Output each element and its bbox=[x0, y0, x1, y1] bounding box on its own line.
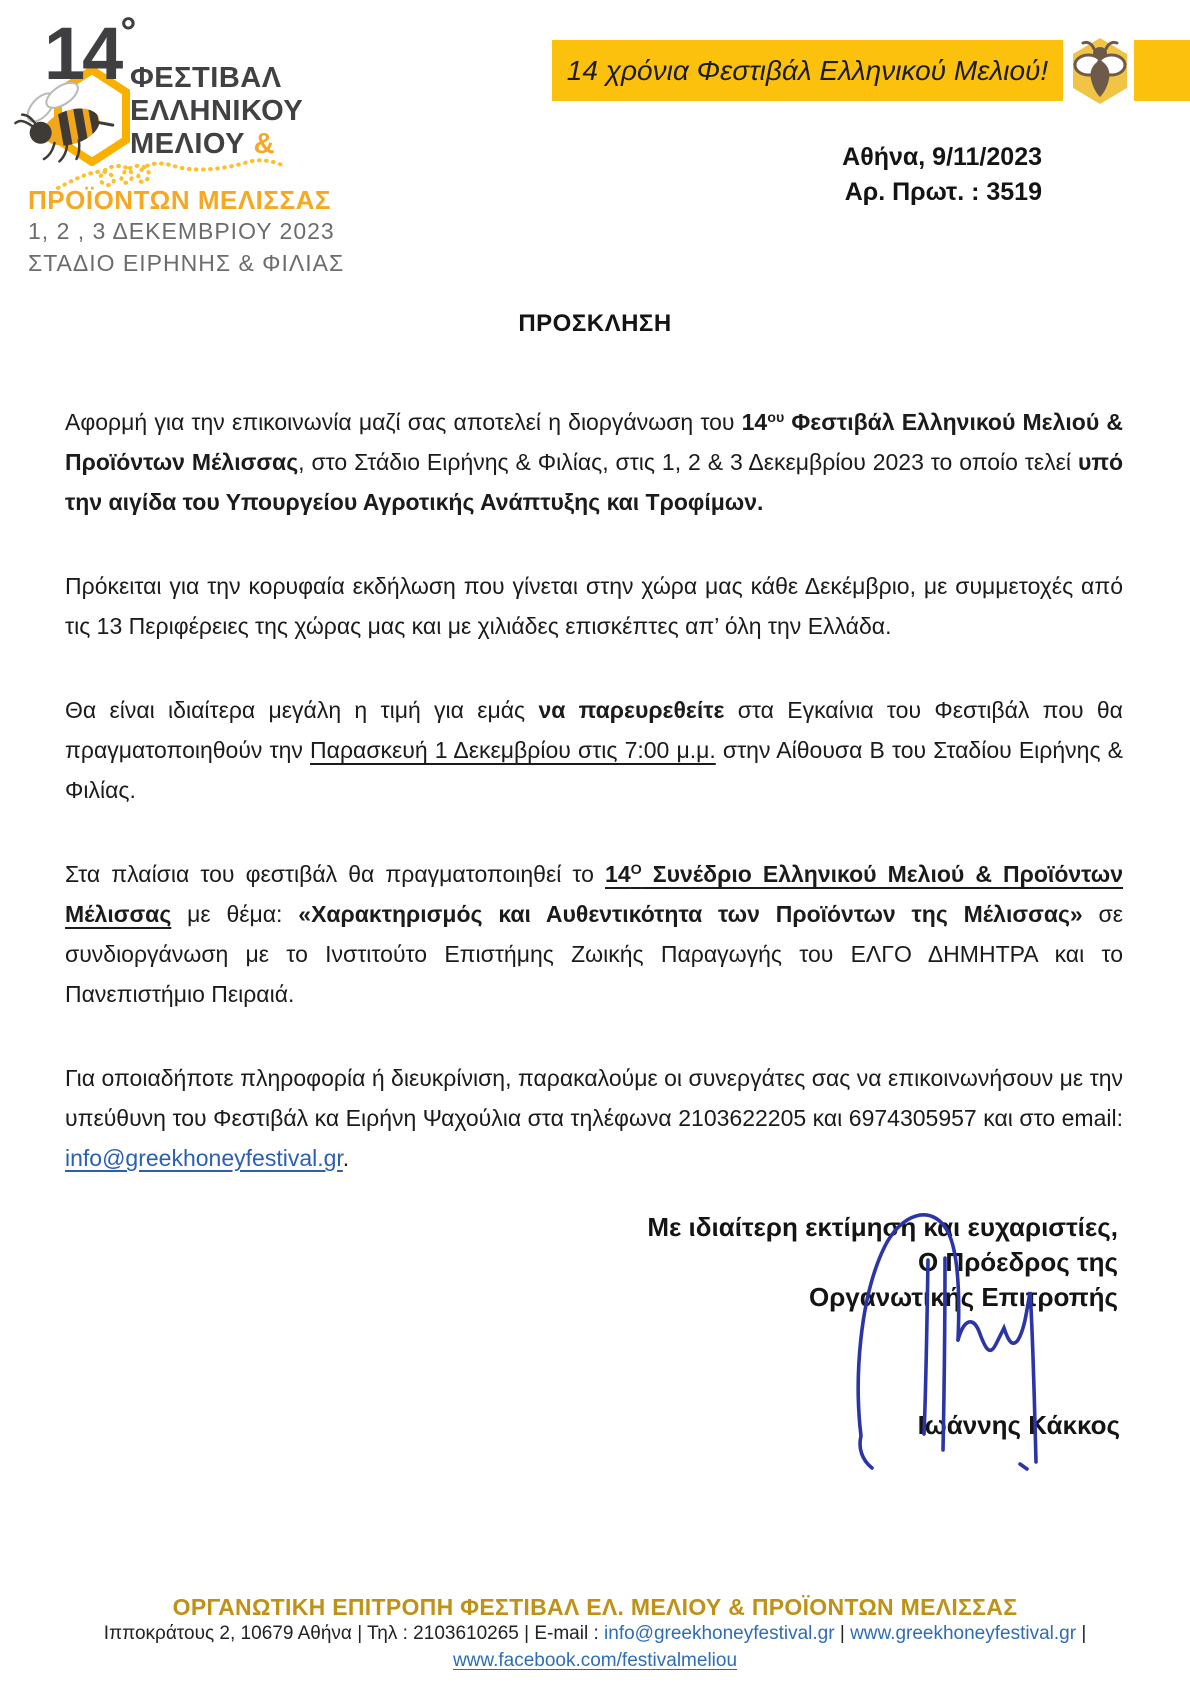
protocol-number: Αρ. Πρωτ. : 3519 bbox=[844, 178, 1042, 206]
p4-text-2: με θέμα: bbox=[171, 901, 299, 927]
p4-text-3: σε συνδιοργάνωση με το Ινστιτούτο Επιστήμης Ζωικής Παραγωγής του ΕΛΓΟ ΔΗΜΗΤΡΑ και το Πανεπιστήμιο Πειραιά. bbox=[65, 901, 1123, 1007]
logo-edition-number: 14° bbox=[44, 10, 137, 95]
paragraph-conference bbox=[65, 854, 1123, 1014]
p4-theme-bold: «Χαρακτηρισμός και Αυθεντικότητα των Προϊόντων της Μέλισσας» bbox=[298, 901, 1083, 927]
signature-autograph bbox=[842, 1198, 1048, 1478]
footer-contact-line bbox=[0, 1623, 1190, 1645]
p5-text-2: . bbox=[342, 1145, 350, 1171]
p3-text-3: στην Αίθουσα Β του Σταδίου Ειρήνης & Φιλίας. bbox=[65, 737, 1123, 803]
logo-venue: ΣΤΑΔΙΟ ΕΙΡΗΝΗΣ & ΦΙΛΙΑΣ bbox=[28, 250, 345, 276]
logo-ampersand: & bbox=[253, 128, 276, 160]
paragraph-contact bbox=[65, 1058, 1123, 1178]
footer-address-text: Ιπποκράτους 2, 10679 Αθήνα | Τηλ : 2103610265 | E-mail : bbox=[103, 1623, 605, 1644]
logo-dates: 1, 2 , 3 ΔΕΚΕΜΒΡΙΟΥ 2023 bbox=[28, 218, 335, 244]
anniversary-banner bbox=[552, 40, 1063, 101]
footer-separator: | bbox=[834, 1623, 851, 1644]
p4-text-1: Στα πλαίσια του φεστιβάλ θα πραγματοποιηθεί το bbox=[65, 861, 606, 887]
paragraph-occasion bbox=[65, 402, 1123, 522]
p4-ordinal-sup: Ο bbox=[630, 862, 642, 878]
p5-text-1: Για οποιαδήποτε πληροφορία ή διευκρίνιση, παρακαλούμε οι συνεργάτες σας να επικοινωνήσουν με την υπεύθυνη του Φεστιβάλ κα Ειρήνη Ψαχούλια στα τηλέφωνα 2103622205 και 6974305957 και στο email: bbox=[65, 1065, 1123, 1131]
p1-text-1: Αφορμή για την επικοινωνία μαζί σας αποτελεί η διοργάνωση του bbox=[65, 409, 742, 435]
footer-facebook-line bbox=[0, 1650, 1190, 1672]
banner-end-block bbox=[1134, 40, 1190, 101]
logo-subtitle: ΠΡΟΪΟΝΤΩΝ ΜΕΛΙΣΣΑΣ bbox=[28, 185, 331, 215]
letter-body bbox=[65, 402, 1123, 1222]
footer-tail-bar: | bbox=[1076, 1623, 1087, 1644]
closing-line-committee: Οργανωτικής Επιτροπής bbox=[808, 1282, 1118, 1312]
paragraph-event-description bbox=[65, 566, 1123, 646]
contact-email-link[interactable]: info@greekhoneyfestival.gr bbox=[65, 1145, 343, 1171]
p3-text-1: Θα είναι ιδιαίτερα μεγάλη η τιμή για εμάς bbox=[65, 697, 539, 723]
bee-hexagon-icon bbox=[1070, 37, 1130, 105]
letterhead-block bbox=[842, 140, 1042, 210]
closing-line-president: Ο Πρόεδρος της bbox=[917, 1247, 1118, 1277]
p3-date-underlined: Παρασκευή 1 Δεκεμβρίου στις 7:00 μ.μ. bbox=[310, 737, 716, 763]
paragraph-invitation bbox=[65, 690, 1123, 810]
footer-website-link[interactable]: www.greekhoneyfestival.gr bbox=[850, 1623, 1077, 1644]
logo-title: ΦΕΣΤΙΒΑΛ ΕΛΛΗΝΙΚΟΥ ΜΕΛΙΟΥ & bbox=[130, 62, 304, 160]
footer-email-link[interactable]: info@greekhoneyfestival.gr bbox=[604, 1623, 835, 1644]
p4-conference-name: $14^O$ Συνέδριο Ελληνικού Μελιού & Προϊόντων Μέλισσας bbox=[65, 861, 1124, 927]
p2-text: Πρόκειται για την κορυφαία εκδήλωση που γίνεται στην χώρα μας κάθε Δεκέμβριο, με συμμετοχές από τις 13 Περιφέρειες της χώρας μας και με χιλιάδες επισκέπτες απ’ όλη την Ελλάδα. bbox=[65, 573, 1123, 639]
p1-ordinal-sup: ου bbox=[767, 410, 785, 426]
p1-aegis-bold: υπό την αιγίδα του Υπουργείου Αγροτικής Ανάπτυξης και Τροφίμων. bbox=[65, 449, 1124, 515]
document-title: ΠΡΟΣΚΛΗΣΗ bbox=[518, 310, 672, 337]
p1-festival-name: $14^{o\upsilon}$ Φεστιβάλ Ελληνικού Μελιού & Προϊόντων Μέλισσας bbox=[65, 409, 1123, 475]
footer-facebook-link[interactable]: www.facebook.com/festivalmeliou bbox=[452, 1650, 738, 1671]
p1-text-2: , στο Στάδιο Ειρήνης & Φιλίας, στις 1, 2 & 3 Δεκεμβρίου 2023 το οποίο τελεί bbox=[298, 449, 1078, 475]
anniversary-banner-text: 14 χρόνια Φεστιβάλ Ελληνικού Μελιού! bbox=[566, 54, 1049, 86]
festival-logo bbox=[18, 10, 345, 277]
footer-organization: ΟΡΓΑΝΩΤΙΚΗ ΕΠΙΤΡΟΠΗ ΦΕΣΤΙΒΑΛ ΕΛ. ΜΕΛΙΟΥ & ΠΡΟΪΟΝΤΩΝ ΜΕΛΙΣΣΑΣ bbox=[172, 1594, 1018, 1620]
signer-name: Ιωάννης Κάκκος bbox=[917, 1410, 1120, 1440]
p3-attend-bold: να παρευρεθείτε bbox=[538, 697, 725, 723]
p3-text-2: στα Εγκαίνια του Φεστιβάλ που θα πραγματοποιηθούν την bbox=[65, 697, 1123, 763]
closing-line-regards: Με ιδιαίτερη εκτίμηση και ευχαριστίες, bbox=[647, 1212, 1118, 1242]
letter-date: Αθήνα, 9/11/2023 bbox=[842, 143, 1042, 171]
